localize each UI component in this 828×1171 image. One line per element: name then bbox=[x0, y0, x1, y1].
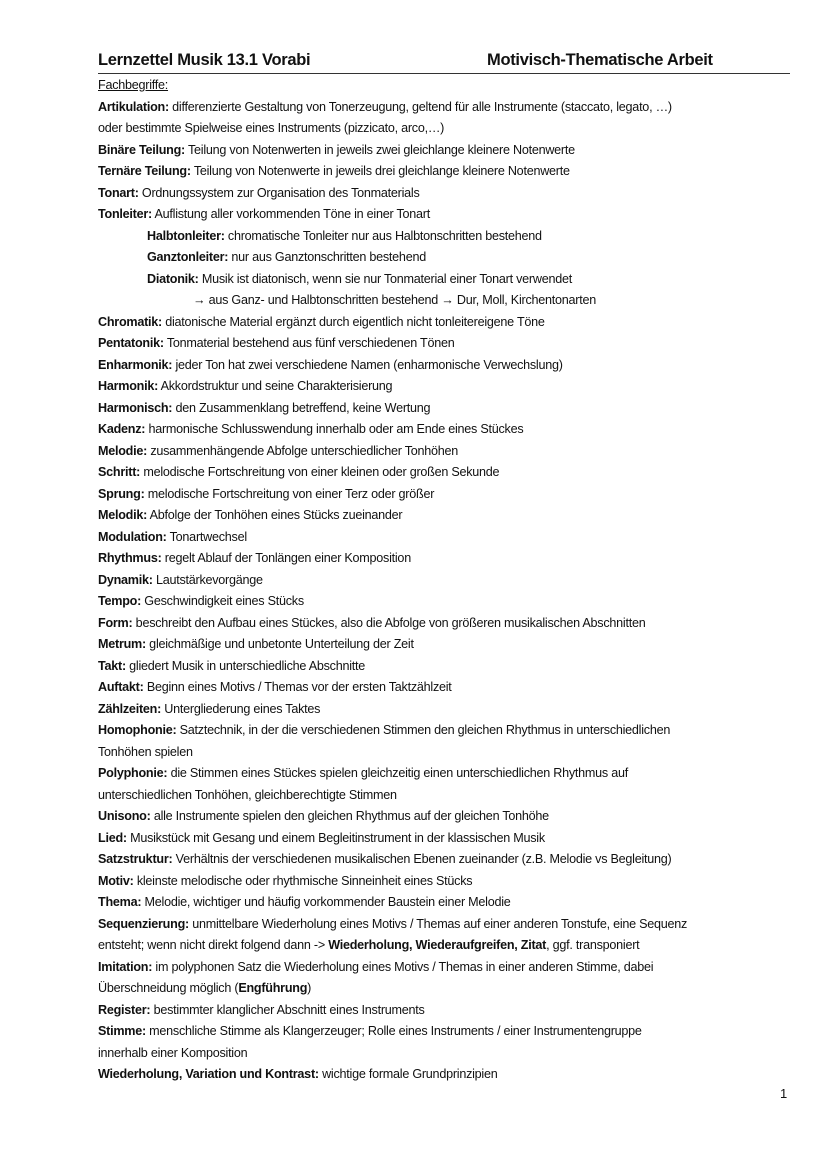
definition-text: Musik ist diatonisch, wenn sie nur Tonmaterial einer Tonart verwendet bbox=[198, 271, 572, 286]
term: Stimme: bbox=[98, 1024, 146, 1038]
term: Thema: bbox=[98, 895, 142, 909]
definition-text: nur aus Ganztonschritten bestehend bbox=[228, 250, 426, 264]
definition-text: beschreibt den Aufbau eines Stückes, also die Abfolge von größeren musikalischen Abschnitten bbox=[132, 615, 646, 630]
definition-text: Satztechnik, in der die verschiedenen Stimmen den gleichen Rhythmus in unterschiedlichen bbox=[176, 723, 671, 737]
definition-text: Verhältnis der verschiedenen musikalischen Ebenen zueinander (z.B. Melodie vs Begleitung) bbox=[172, 852, 672, 866]
definition-text: innerhalb einer Komposition bbox=[98, 1045, 248, 1060]
glossary-line bbox=[98, 484, 798, 506]
term: Tonleiter: bbox=[98, 207, 152, 221]
definition-text: melodische Fortschreitung von einer Terz oder größer bbox=[144, 486, 435, 501]
definition-text: im polyphonen Satz die Wiederholung eines Motivs / Themas in einer anderen Stimme, dabei bbox=[152, 959, 654, 974]
glossary-line bbox=[98, 204, 798, 226]
glossary-line bbox=[98, 118, 798, 140]
definition-text: unterschiedlichen Tonhöhen, gleichberechtigte Stimmen bbox=[98, 787, 397, 802]
term: Halbtonleiter: bbox=[147, 228, 225, 243]
term: Melodie: bbox=[98, 443, 148, 458]
term: Register: bbox=[98, 1002, 151, 1017]
glossary-line bbox=[98, 527, 798, 549]
term: Tonart: bbox=[98, 185, 139, 200]
definition-text: regelt Ablauf der Tonlängen einer Komposition bbox=[161, 551, 411, 565]
term: Ternäre Teilung: bbox=[98, 164, 191, 178]
term: Homophonie: bbox=[98, 723, 177, 737]
glossary-line bbox=[98, 376, 798, 398]
definition-text: ) bbox=[307, 981, 312, 995]
term: Polyphonie: bbox=[98, 766, 168, 780]
definition-text: Ordnungssystem zur Organisation des Tonmaterials bbox=[138, 185, 420, 200]
definition-text: Melodie, wichtiger und häufig vorkommender Baustein einer Melodie bbox=[141, 895, 511, 909]
definition-text: harmonische Schlusswendung innerhalb oder am Ende eines Stückes bbox=[145, 422, 524, 436]
glossary-line bbox=[98, 398, 798, 420]
glossary-line bbox=[98, 613, 798, 635]
definition-text: die Stimmen eines Stückes spielen gleichzeitig einen unterschiedlichen Rhythmus auf bbox=[167, 766, 628, 780]
term: Harmonisch: bbox=[98, 400, 173, 415]
term: Takt: bbox=[98, 658, 126, 673]
definition-text: Teilung von Notenwerten in jeweils zwei gleichlange kleinere Notenwerte bbox=[184, 142, 575, 157]
definition-text: Akkordstruktur und seine Charakterisierung bbox=[158, 379, 393, 393]
term: Motiv: bbox=[98, 873, 134, 888]
glossary-line bbox=[98, 333, 798, 355]
term: Dynamik: bbox=[98, 572, 153, 587]
term: Binäre Teilung: bbox=[98, 142, 185, 157]
term: Harmonik: bbox=[98, 379, 159, 393]
definition-text: jeder Ton hat zwei verschiedene Namen (enharmonische Verwechslung) bbox=[172, 357, 563, 372]
definition-text: , ggf. transponiert bbox=[546, 938, 640, 952]
term: Melodik: bbox=[98, 508, 148, 522]
glossary-line bbox=[98, 871, 798, 893]
definition-text: Tonartwechsel bbox=[166, 529, 247, 544]
definition-text: bestimmter klanglicher Abschnitt eines Instruments bbox=[150, 1002, 425, 1017]
term: Artikulation: bbox=[98, 99, 169, 114]
glossary-line bbox=[98, 742, 798, 764]
glossary-line bbox=[98, 355, 798, 377]
term: Zählzeiten: bbox=[98, 701, 162, 716]
term: Lied: bbox=[98, 830, 127, 845]
definition-text: Teilung von Notenwerte in jeweils drei gleichlange kleinere Notenwerte bbox=[190, 164, 570, 178]
definition-text: alle Instrumente spielen den gleichen Rhythmus auf der gleichen Tonhöhe bbox=[150, 809, 549, 823]
glossary-line bbox=[98, 312, 798, 334]
definition-text: den Zusammenklang betreffend, keine Wertung bbox=[172, 400, 431, 415]
term: Enharmonik: bbox=[98, 357, 173, 372]
document-title: Lernzettel Musik 13.1 Vorabi bbox=[98, 51, 311, 69]
glossary-line bbox=[98, 828, 798, 850]
glossary-line bbox=[98, 677, 798, 699]
definition-text: Tonmaterial bestehend aus fünf verschiedenen Tönen bbox=[163, 336, 455, 350]
glossary-line bbox=[98, 1043, 798, 1065]
definition-text: Musikstück mit Gesang und einem Begleitinstrument in der klassischen Musik bbox=[126, 830, 545, 845]
glossary-line bbox=[98, 935, 798, 957]
definition-text: menschliche Stimme als Klangerzeuger; Rolle eines Instruments / einer Instrumentengruppe bbox=[145, 1024, 642, 1038]
definition-text: Geschwindigkeit eines Stücks bbox=[141, 594, 304, 608]
term: Diatonik: bbox=[147, 271, 199, 286]
glossary-line bbox=[98, 419, 798, 441]
glossary-line bbox=[98, 914, 798, 936]
glossary-line bbox=[98, 763, 798, 785]
glossary-line bbox=[98, 957, 798, 979]
glossary-line bbox=[98, 140, 798, 162]
term: Unisono: bbox=[98, 809, 151, 823]
glossary bbox=[98, 75, 798, 1086]
term: Chromatik: bbox=[98, 314, 162, 329]
definition-text: differenzierte Gestaltung von Tonerzeugung, geltend für alle Instrumente (staccato, legato, …) bbox=[168, 99, 672, 114]
glossary-line bbox=[98, 849, 798, 871]
term: Sprung: bbox=[98, 486, 145, 501]
definition-text: oder bestimmte Spielweise eines Instruments (pizzicato, arco,…) bbox=[98, 121, 445, 135]
glossary-line bbox=[98, 226, 798, 248]
term: Engführung bbox=[238, 981, 308, 995]
glossary-line bbox=[98, 161, 798, 183]
definition-text: diatonische Material ergänzt durch eigentlich nicht tonleitereigene Töne bbox=[161, 314, 545, 329]
definition-text: Lautstärkevorgänge bbox=[152, 572, 263, 587]
term: Schritt: bbox=[98, 465, 141, 479]
term: Tempo: bbox=[98, 594, 142, 608]
glossary-line bbox=[98, 97, 798, 119]
glossary-line bbox=[98, 183, 798, 205]
term: Form: bbox=[98, 615, 133, 630]
glossary-line bbox=[98, 634, 798, 656]
term: Pentatonik: bbox=[98, 336, 164, 350]
glossary-line bbox=[98, 269, 798, 291]
definition-text: entsteht; wenn nicht direkt folgend dann -> bbox=[98, 938, 329, 952]
term: Satzstruktur: bbox=[98, 852, 173, 866]
glossary-line bbox=[98, 978, 798, 1000]
definition-text: Tonhöhen spielen bbox=[98, 744, 193, 759]
glossary-line bbox=[98, 720, 798, 742]
glossary-line bbox=[98, 785, 798, 807]
definition-text: kleinste melodische oder rhythmische Sinneinheit eines Stücks bbox=[133, 873, 473, 888]
glossary-line bbox=[98, 570, 798, 592]
definition-text: Beginn eines Motivs / Themas vor der ersten Taktzählzeit bbox=[143, 680, 452, 694]
glossary-line bbox=[98, 1021, 798, 1043]
term: Rhythmus: bbox=[98, 551, 162, 565]
glossary-line bbox=[98, 591, 798, 613]
glossary-line bbox=[98, 1000, 798, 1022]
term: Modulation: bbox=[98, 529, 167, 544]
definition-text: Überschneidung möglich ( bbox=[98, 981, 239, 995]
glossary-line bbox=[98, 441, 798, 463]
glossary-line bbox=[98, 247, 798, 269]
term: Kadenz: bbox=[98, 422, 146, 436]
term: Metrum: bbox=[98, 637, 146, 651]
glossary-line bbox=[98, 1064, 798, 1086]
glossary-line bbox=[98, 892, 798, 914]
definition-text: unmittelbare Wiederholung eines Motivs / Themas auf einer anderen Tonstufe, eine Sequenz bbox=[188, 916, 688, 931]
definition-text: gliedert Musik in unterschiedliche Abschnitte bbox=[125, 658, 366, 673]
definition-text: Untergliederung eines Taktes bbox=[161, 701, 321, 716]
definition-text: gleichmäßige und unbetonte Unterteilung der Zeit bbox=[145, 637, 414, 651]
glossary-line bbox=[98, 806, 798, 828]
term: Sequenzierung: bbox=[98, 916, 189, 931]
definition-text: Abfolge der Tonhöhen eines Stücks zueinander bbox=[147, 508, 403, 522]
glossary-line bbox=[98, 699, 798, 721]
term: Auftakt: bbox=[98, 680, 144, 694]
section-label: Fachbegriffe: bbox=[98, 78, 169, 92]
definition-text: wichtige formale Grundprinzipien bbox=[318, 1067, 498, 1081]
glossary-line bbox=[98, 462, 798, 484]
glossary-line bbox=[98, 290, 798, 312]
definition-text: Auflistung aller vorkommenden Töne in einer Tonart bbox=[151, 207, 430, 221]
definition-text: chromatische Tonleiter nur aus Halbtonschritten bestehend bbox=[224, 228, 542, 243]
term: Imitation: bbox=[98, 959, 153, 974]
term: Ganztonleiter: bbox=[147, 250, 229, 264]
term: Wiederholung, Variation und Kontrast: bbox=[98, 1067, 319, 1081]
definition-text: melodische Fortschreitung von einer kleinen oder großen Sekunde bbox=[140, 465, 500, 479]
glossary-lines bbox=[98, 97, 798, 1086]
glossary-line bbox=[98, 505, 798, 527]
page-header bbox=[98, 51, 790, 74]
glossary-line bbox=[98, 656, 798, 678]
document-subtitle: Motivisch-Thematische Arbeit bbox=[487, 51, 713, 69]
page-number: 1 bbox=[780, 1086, 788, 1101]
definition-text: → aus Ganz- und Halbtonschritten bestehend → Dur, Moll, Kirchentonarten bbox=[193, 293, 596, 307]
glossary-line bbox=[98, 548, 798, 570]
term: Wiederholung, Wiederaufgreifen, Zitat bbox=[328, 938, 547, 952]
definition-text: zusammenhängende Abfolge unterschiedlicher Tonhöhen bbox=[147, 443, 459, 458]
